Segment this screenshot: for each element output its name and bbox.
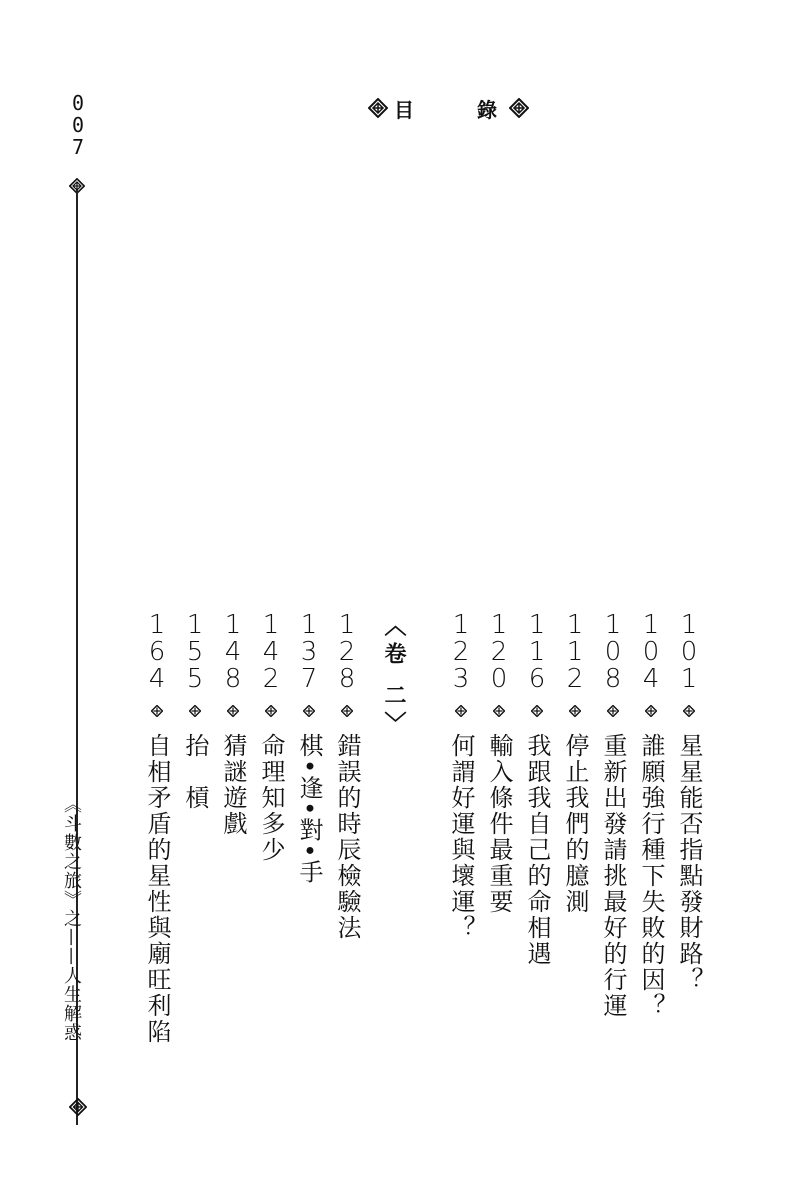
toc-entry[interactable] (596, 612, 630, 1019)
page-digit: 6 (528, 664, 546, 694)
diamond-bullet-icon (455, 705, 467, 717)
page-digit: 8 (224, 664, 242, 694)
diamond-bullet-icon (645, 705, 657, 717)
page-digit: 2 (566, 664, 584, 694)
page-digit: 7 (300, 664, 318, 694)
page-digit: 1 (642, 610, 660, 640)
entry-page-number (444, 612, 478, 693)
toc-entry[interactable] (178, 612, 212, 811)
page-digit: 2 (490, 637, 508, 667)
page-digit: 1 (528, 610, 546, 640)
entry-title: 猜謎遊戲 (219, 733, 247, 837)
diamond-ornament-icon (509, 98, 529, 118)
page-digit: 1 (338, 610, 356, 640)
entry-page-number (596, 612, 630, 693)
toc-entry[interactable] (140, 612, 174, 1045)
page-digit: 4 (224, 637, 242, 667)
page-digit: 3 (300, 637, 318, 667)
entry-page-number (672, 612, 706, 693)
toc-entry[interactable] (254, 612, 288, 863)
page-digit: 2 (262, 664, 280, 694)
toc-heading (368, 96, 529, 120)
entry-page-number (254, 612, 288, 693)
page-number (70, 92, 86, 158)
entry-title: 抬 槓 (181, 733, 209, 811)
page-digit: 1 (262, 610, 280, 640)
toc-title: 目 錄 (394, 97, 525, 122)
diamond-bullet-icon (531, 705, 543, 717)
page-digit: 6 (148, 637, 166, 667)
diamond-ornament-icon (368, 98, 388, 118)
diamond-bullet-icon (493, 705, 505, 717)
page-digit: 8 (338, 664, 356, 694)
toc-entry[interactable] (672, 612, 706, 993)
entry-title: 棋•逢•對•手 (295, 733, 323, 886)
diamond-bullet-icon (189, 705, 201, 717)
entry-title: 錯誤的時辰檢驗法 (333, 733, 361, 941)
entry-title: 星星能否指點發財路？ (675, 733, 703, 993)
entry-page-number (634, 612, 668, 693)
toc-entry[interactable] (634, 612, 668, 1019)
page-number-digit: 0 (71, 113, 85, 137)
toc-entry[interactable] (558, 612, 592, 915)
page-digit: 1 (148, 610, 166, 640)
page-digit: 5 (186, 664, 204, 694)
page-digit: 1 (566, 637, 584, 667)
toc-entry[interactable] (444, 612, 478, 941)
page-digit: 1 (490, 610, 508, 640)
entry-page-number (140, 612, 174, 693)
entry-page-number (330, 612, 364, 693)
page-digit: 3 (452, 664, 470, 694)
page-digit: 1 (566, 610, 584, 640)
page-digit: 1 (452, 610, 470, 640)
page-digit: 1 (528, 637, 546, 667)
diamond-bullet-icon (227, 705, 239, 717)
toc-entry[interactable] (292, 612, 326, 885)
book-title: 《斗數之旅》之——人生解惑 (61, 795, 82, 1042)
page-number-digit: 7 (71, 135, 85, 159)
page-digit: 4 (148, 664, 166, 694)
page-digit: 2 (452, 637, 470, 667)
volume-label: 〈卷 二〉 (381, 614, 406, 740)
entry-page-number (558, 612, 592, 693)
entry-title: 誰願強行種下失敗的因？ (637, 733, 665, 1019)
page-digit: 2 (338, 637, 356, 667)
page-digit: 4 (642, 664, 660, 694)
diamond-bullet-icon (265, 705, 277, 717)
diamond-bullet-icon (569, 705, 581, 717)
entry-title: 自相矛盾的星性與廟旺利陷 (143, 733, 171, 1045)
page-digit: 4 (262, 637, 280, 667)
entry-title: 我跟我自己的命相遇 (523, 733, 551, 967)
entry-page-number (292, 612, 326, 693)
toc-entry[interactable] (482, 612, 516, 915)
entry-page-number (482, 612, 516, 693)
entry-title: 重新出發請挑最好的行運 (599, 733, 627, 1019)
entry-title: 輸入條件最重要 (485, 733, 513, 915)
diamond-bullet-icon (683, 705, 695, 717)
diamond-ornament-icon (69, 1098, 87, 1116)
page-digit: 0 (642, 637, 660, 667)
page-digit: 0 (680, 637, 698, 667)
page-digit: 1 (186, 610, 204, 640)
entry-page-number (216, 612, 250, 693)
diamond-bullet-icon (151, 705, 163, 717)
entry-title: 何謂好運與壞運？ (447, 733, 475, 941)
page-digit: 5 (186, 637, 204, 667)
toc-entry[interactable] (216, 612, 250, 837)
page-digit: 1 (680, 664, 698, 694)
page-digit: 8 (604, 664, 622, 694)
diamond-bullet-icon (341, 705, 353, 717)
page-digit: 0 (604, 637, 622, 667)
page-number-digit: 0 (71, 91, 85, 115)
diamond-bullet-icon (607, 705, 619, 717)
entry-title: 停止我們的臆測 (561, 733, 589, 915)
page-digit: 0 (490, 664, 508, 694)
entry-page-number (520, 612, 554, 693)
toc-entry[interactable] (330, 612, 364, 941)
diamond-bullet-icon (303, 705, 315, 717)
entry-page-number (178, 612, 212, 693)
page-digit: 1 (300, 610, 318, 640)
page-digit: 1 (604, 610, 622, 640)
entry-title: 命理知多少 (257, 733, 285, 863)
page-digit: 1 (680, 610, 698, 640)
toc-entry[interactable] (520, 612, 554, 967)
page-digit: 1 (224, 610, 242, 640)
